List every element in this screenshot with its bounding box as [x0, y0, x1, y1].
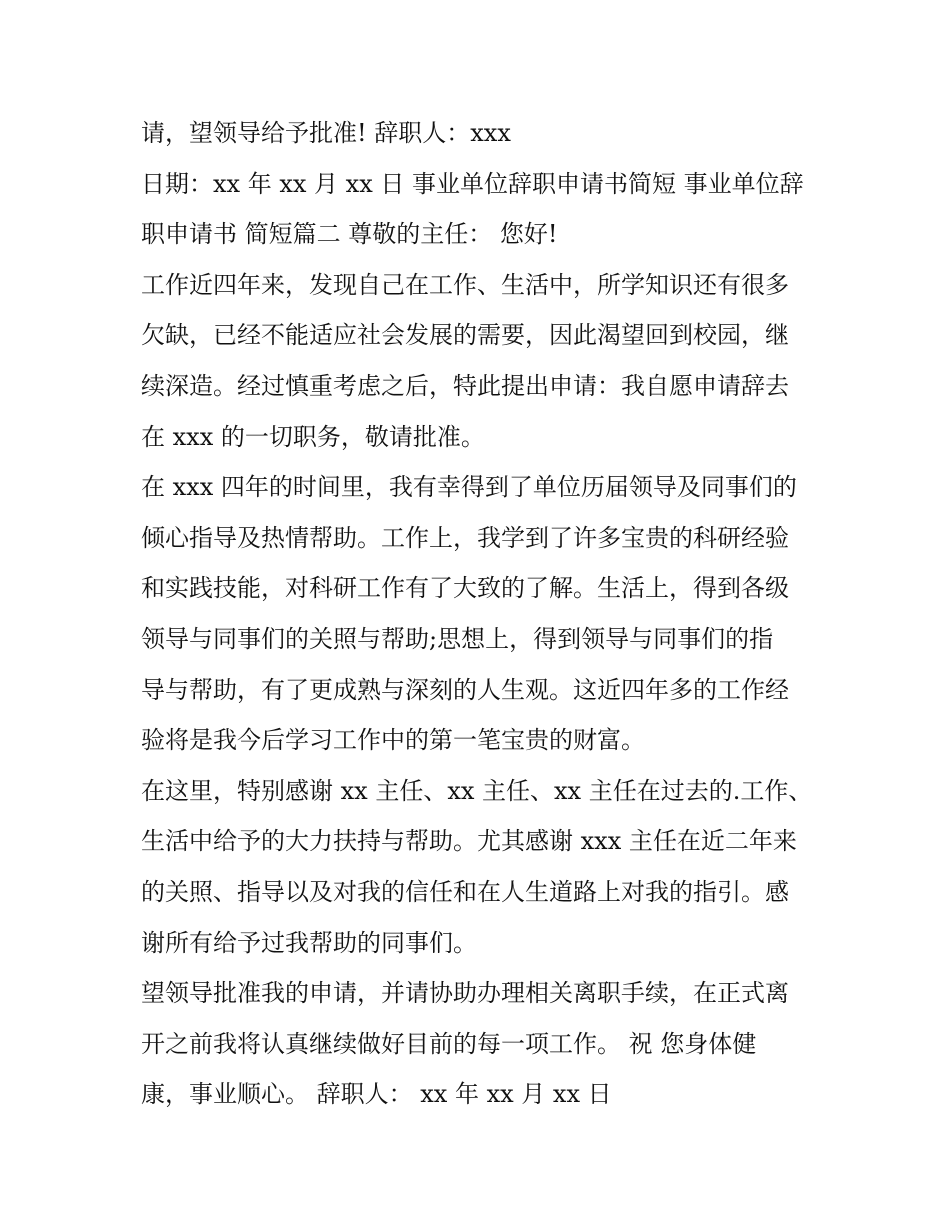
- document-body: [141, 108, 821, 1120]
- text-line: 导与帮助，有了更成熟与深刻的人生观。这近四年多的工作经: [141, 675, 789, 704]
- text-line: 生活中给予的大力扶持与帮助。尤其感谢 xxx 主任在近二年来: [141, 827, 797, 856]
- text-line: 开之前我将认真继续做好目前的每一项工作。 祝 您身体健: [141, 1029, 757, 1058]
- text-line: 在这里，特别感谢 xx 主任、xx 主任、xx 主任在过去的.工作、: [141, 776, 813, 805]
- text-line: 欠缺，已经不能适应社会发展的需要，因此渴望回到校园，继: [141, 321, 789, 350]
- text-line: 日期：xx 年 xx 月 xx 日 事业单位辞职申请书简短 事业单位辞: [141, 169, 804, 198]
- text-line: 康，事业顺心。 辞职人： xx 年 xx 月 xx 日: [141, 1080, 612, 1109]
- text-line: 在 xxx 四年的时间里，我有幸得到了单位历届领导及同事们的: [141, 473, 797, 502]
- text-line: 请，望领导给予批准! 辞职人：xxx: [141, 119, 511, 147]
- text-line: 望领导批准我的申请，并请协助办理相关离职手续，在正式离: [141, 979, 789, 1008]
- text-line: 在 xxx 的一切职务，敬请批准。: [141, 422, 485, 451]
- text-line: 验将是我今后学习工作中的第一笔宝贵的财富。: [141, 726, 645, 755]
- text-line: 和实践技能，对科研工作有了大致的了解。生活上，得到各级: [141, 574, 789, 603]
- text-line: 续深造。经过慎重考虑之后，特此提出申请：我自愿申请辞去: [141, 371, 789, 400]
- text-line: 的关照、指导以及对我的信任和在人生道路上对我的指引。感: [141, 877, 789, 906]
- text-line: 工作近四年来，发现自己在工作、生活中，所学知识还有很多: [141, 270, 789, 299]
- text-line: 领导与同事们的关照与帮助;思想上，得到领导与同事们的指: [141, 624, 774, 653]
- text-line: 职申请书 简短篇二 尊敬的主任： 您好!: [141, 220, 558, 249]
- text-line: 倾心指导及热情帮助。工作上，我学到了许多宝贵的科研经验: [141, 523, 789, 552]
- text-line: 谢所有给予过我帮助的同事们。: [141, 928, 477, 957]
